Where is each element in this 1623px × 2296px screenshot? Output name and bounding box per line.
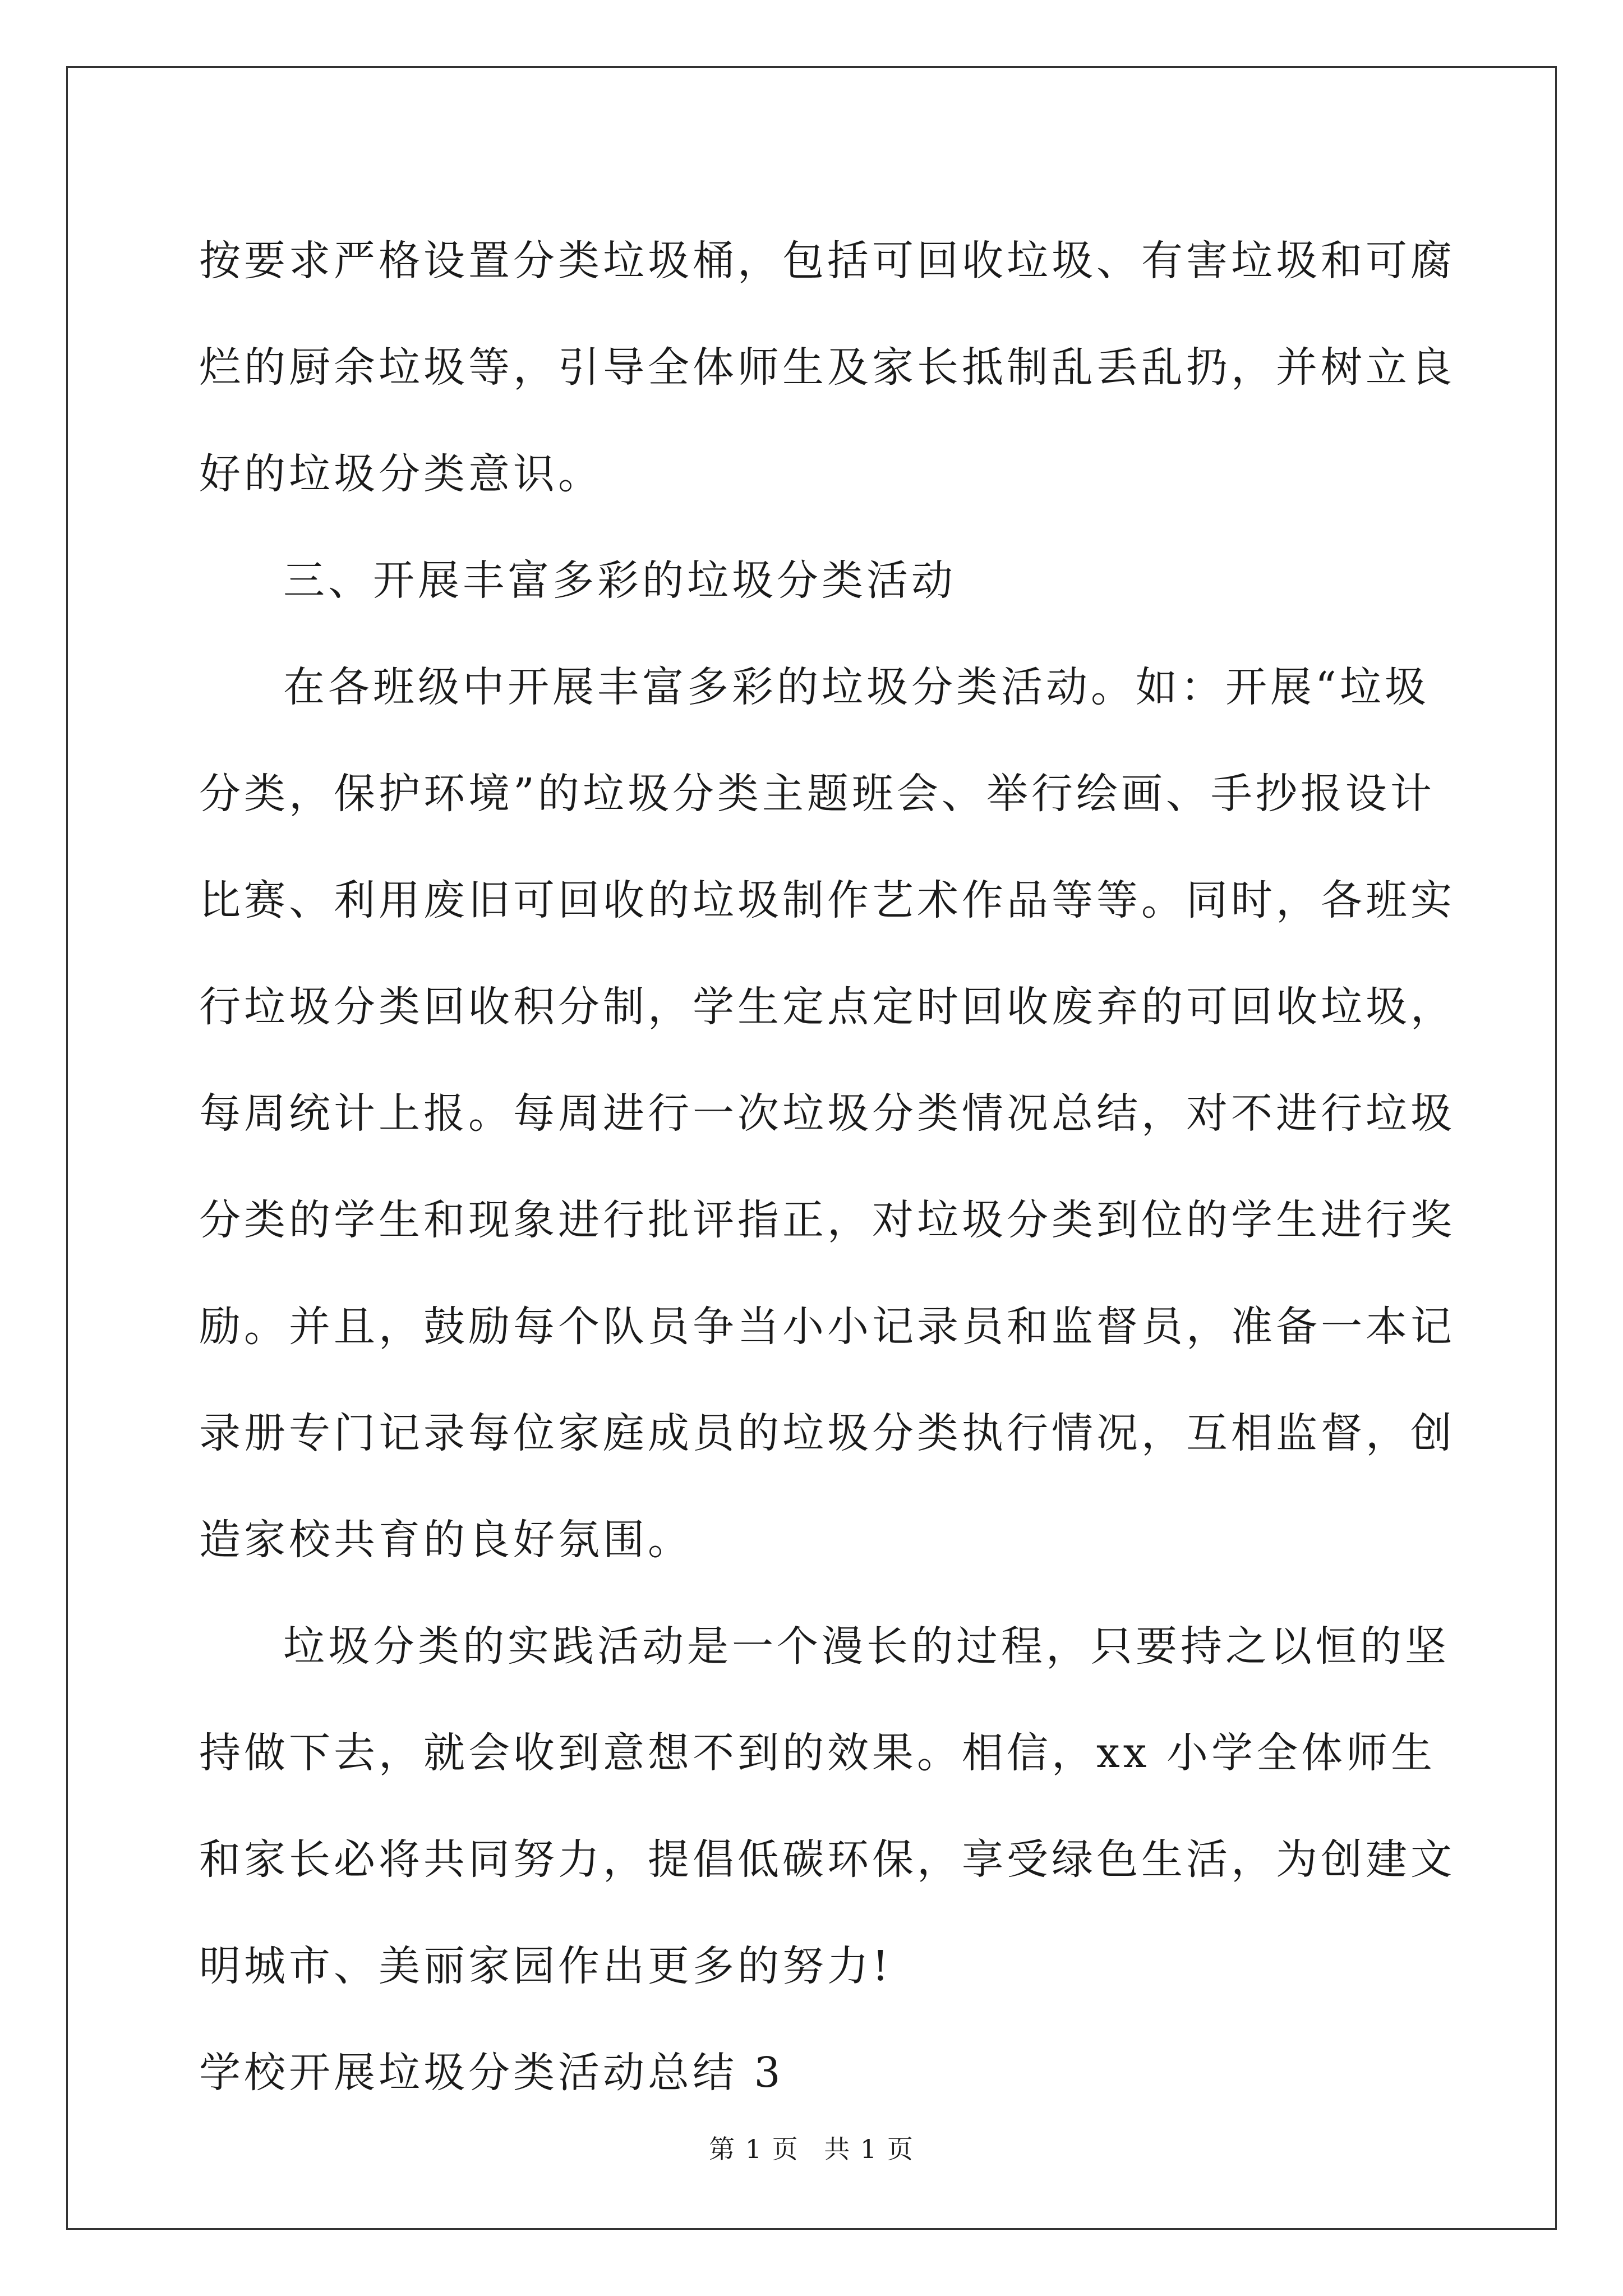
next-document-title: 学校开展垃圾分类活动总结 3	[199, 2049, 784, 2097]
section-heading-activities: 三、开展丰富多彩的垃圾分类活动	[283, 556, 956, 605]
paragraph-class-activities: 在各班级中开展丰富多彩的垃圾分类活动。如：开展“垃圾分类，保护环境”的垃圾分类主题班会、举行绘画、手抄报设计比赛、利用废旧可回收的垃圾制作艺术作品等等。同时，各班实行垃圾分类回收积分制，学生定点定时回收废弃的可回收垃圾，每周统计上报。每周进行一次垃圾分类情况总结，对不进行垃圾分类的学生和现象进行批评指正，对垃圾分类到位的学生进行奖励。并且，鼓励每个队员争当小小记录员和监督员，准备一本记录册专门记录每位家庭成员的垃圾分类执行情况，互相监督，创造家校共育的良好氛围。	[199, 663, 1455, 1564]
page-footer	[0, 2129, 1623, 2166]
paragraph-conclusion: 垃圾分类的实践活动是一个漫长的过程，只要持之以恒的坚持做下去，就会收到意想不到的效果。相信，xx 小学全体师生和家长必将共同努力，提倡低碳环保，享受绿色生活，为创建文明城市、美丽家园作出更多的努力!	[199, 1622, 1455, 1990]
document-body	[199, 208, 1464, 2126]
page-number-total: 共 1 页	[824, 2134, 914, 2164]
page-number-current: 第 1 页	[709, 2134, 799, 2164]
paragraph-sorting-bins: 按要求严格设置分类垃圾桶，包括可回收垃圾、有害垃圾和可腐烂的厨余垃圾等，引导全体师生及家长抵制乱丢乱扔，并树立良好的垃圾分类意识。	[199, 237, 1455, 498]
